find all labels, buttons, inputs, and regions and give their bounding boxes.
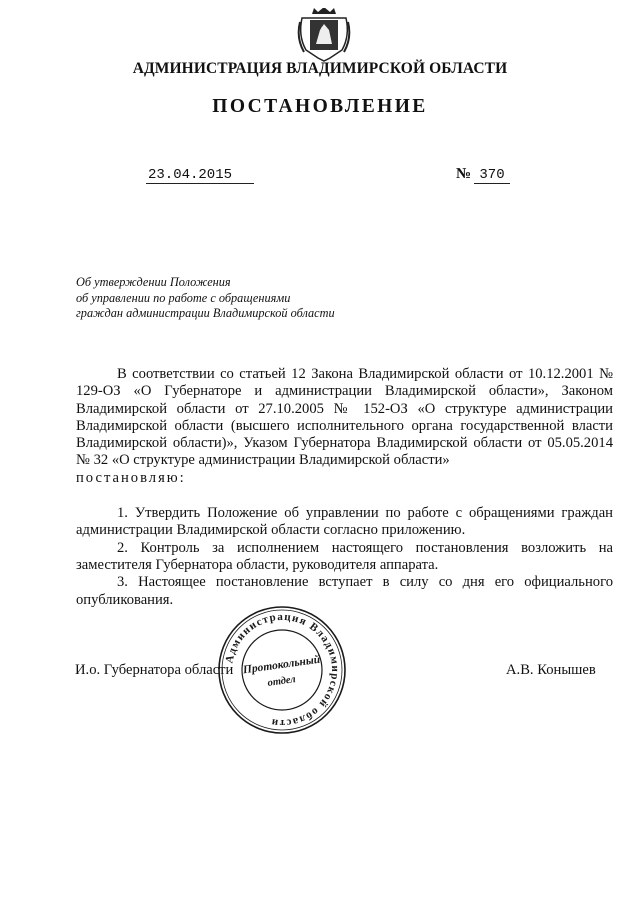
- official-stamp: [216, 604, 348, 736]
- signatory-position: И.о. Губернатора области: [75, 662, 234, 678]
- document-subject: [76, 275, 406, 322]
- stamp-center-line2: отдел: [266, 674, 297, 689]
- stamp-center-line1: Протокольный: [242, 653, 321, 677]
- signatory-name: А.В. Конышев: [506, 662, 596, 678]
- document-number: 370: [474, 167, 510, 184]
- document-date: 23.04.2015: [146, 167, 254, 184]
- preamble-paragraph: В соответствии со статьей 12 Закона Владимирской области от 10.12.2001 № 129-ОЗ «О Губернаторе и администрации Владимирской области», Законом Владимирской области от 27.10.2005 № 152-ОЗ «О структуре администрации Владимирской области (высшего исполнительного органа государственной власти Владимирской области)», Указом Губернатора Владимирской области от 05.05.2014 № 32 «О структуре администрации Владимирской области»: [76, 366, 613, 469]
- subject-line: об управлении по работе с обращениями: [76, 290, 291, 305]
- decree-items: [76, 505, 613, 609]
- decree-item: 1. Утвердить Положение об управлении по работе с обращениями граждан администрации Владимирской области согласно приложению.: [76, 505, 613, 539]
- document-body: [76, 366, 613, 609]
- subject-line: Об утверждении Положения: [76, 275, 231, 289]
- document-type-title: ПОСТАНОВЛЕНИЕ: [212, 96, 428, 117]
- decree-item: 3. Настоящее постановление вступает в силу со дня его официального опубликования.: [76, 574, 613, 608]
- decree-item: 2. Контроль за исполнением настоящего постановления возложить на заместителя Губернатора области, руководителя аппарата.: [76, 539, 613, 573]
- decree-word: постановляю:: [76, 469, 186, 486]
- organization-title: АДМИНИСТРАЦИЯ ВЛАДИМИРСКОЙ ОБЛАСТИ: [132, 60, 508, 77]
- subject-line: граждан администрации Владимирской области: [76, 306, 335, 320]
- stamp-ring-text: Администрация Владимирской области: [223, 610, 342, 730]
- coat-of-arms-icon: [296, 8, 352, 62]
- number-sign: №: [456, 166, 472, 182]
